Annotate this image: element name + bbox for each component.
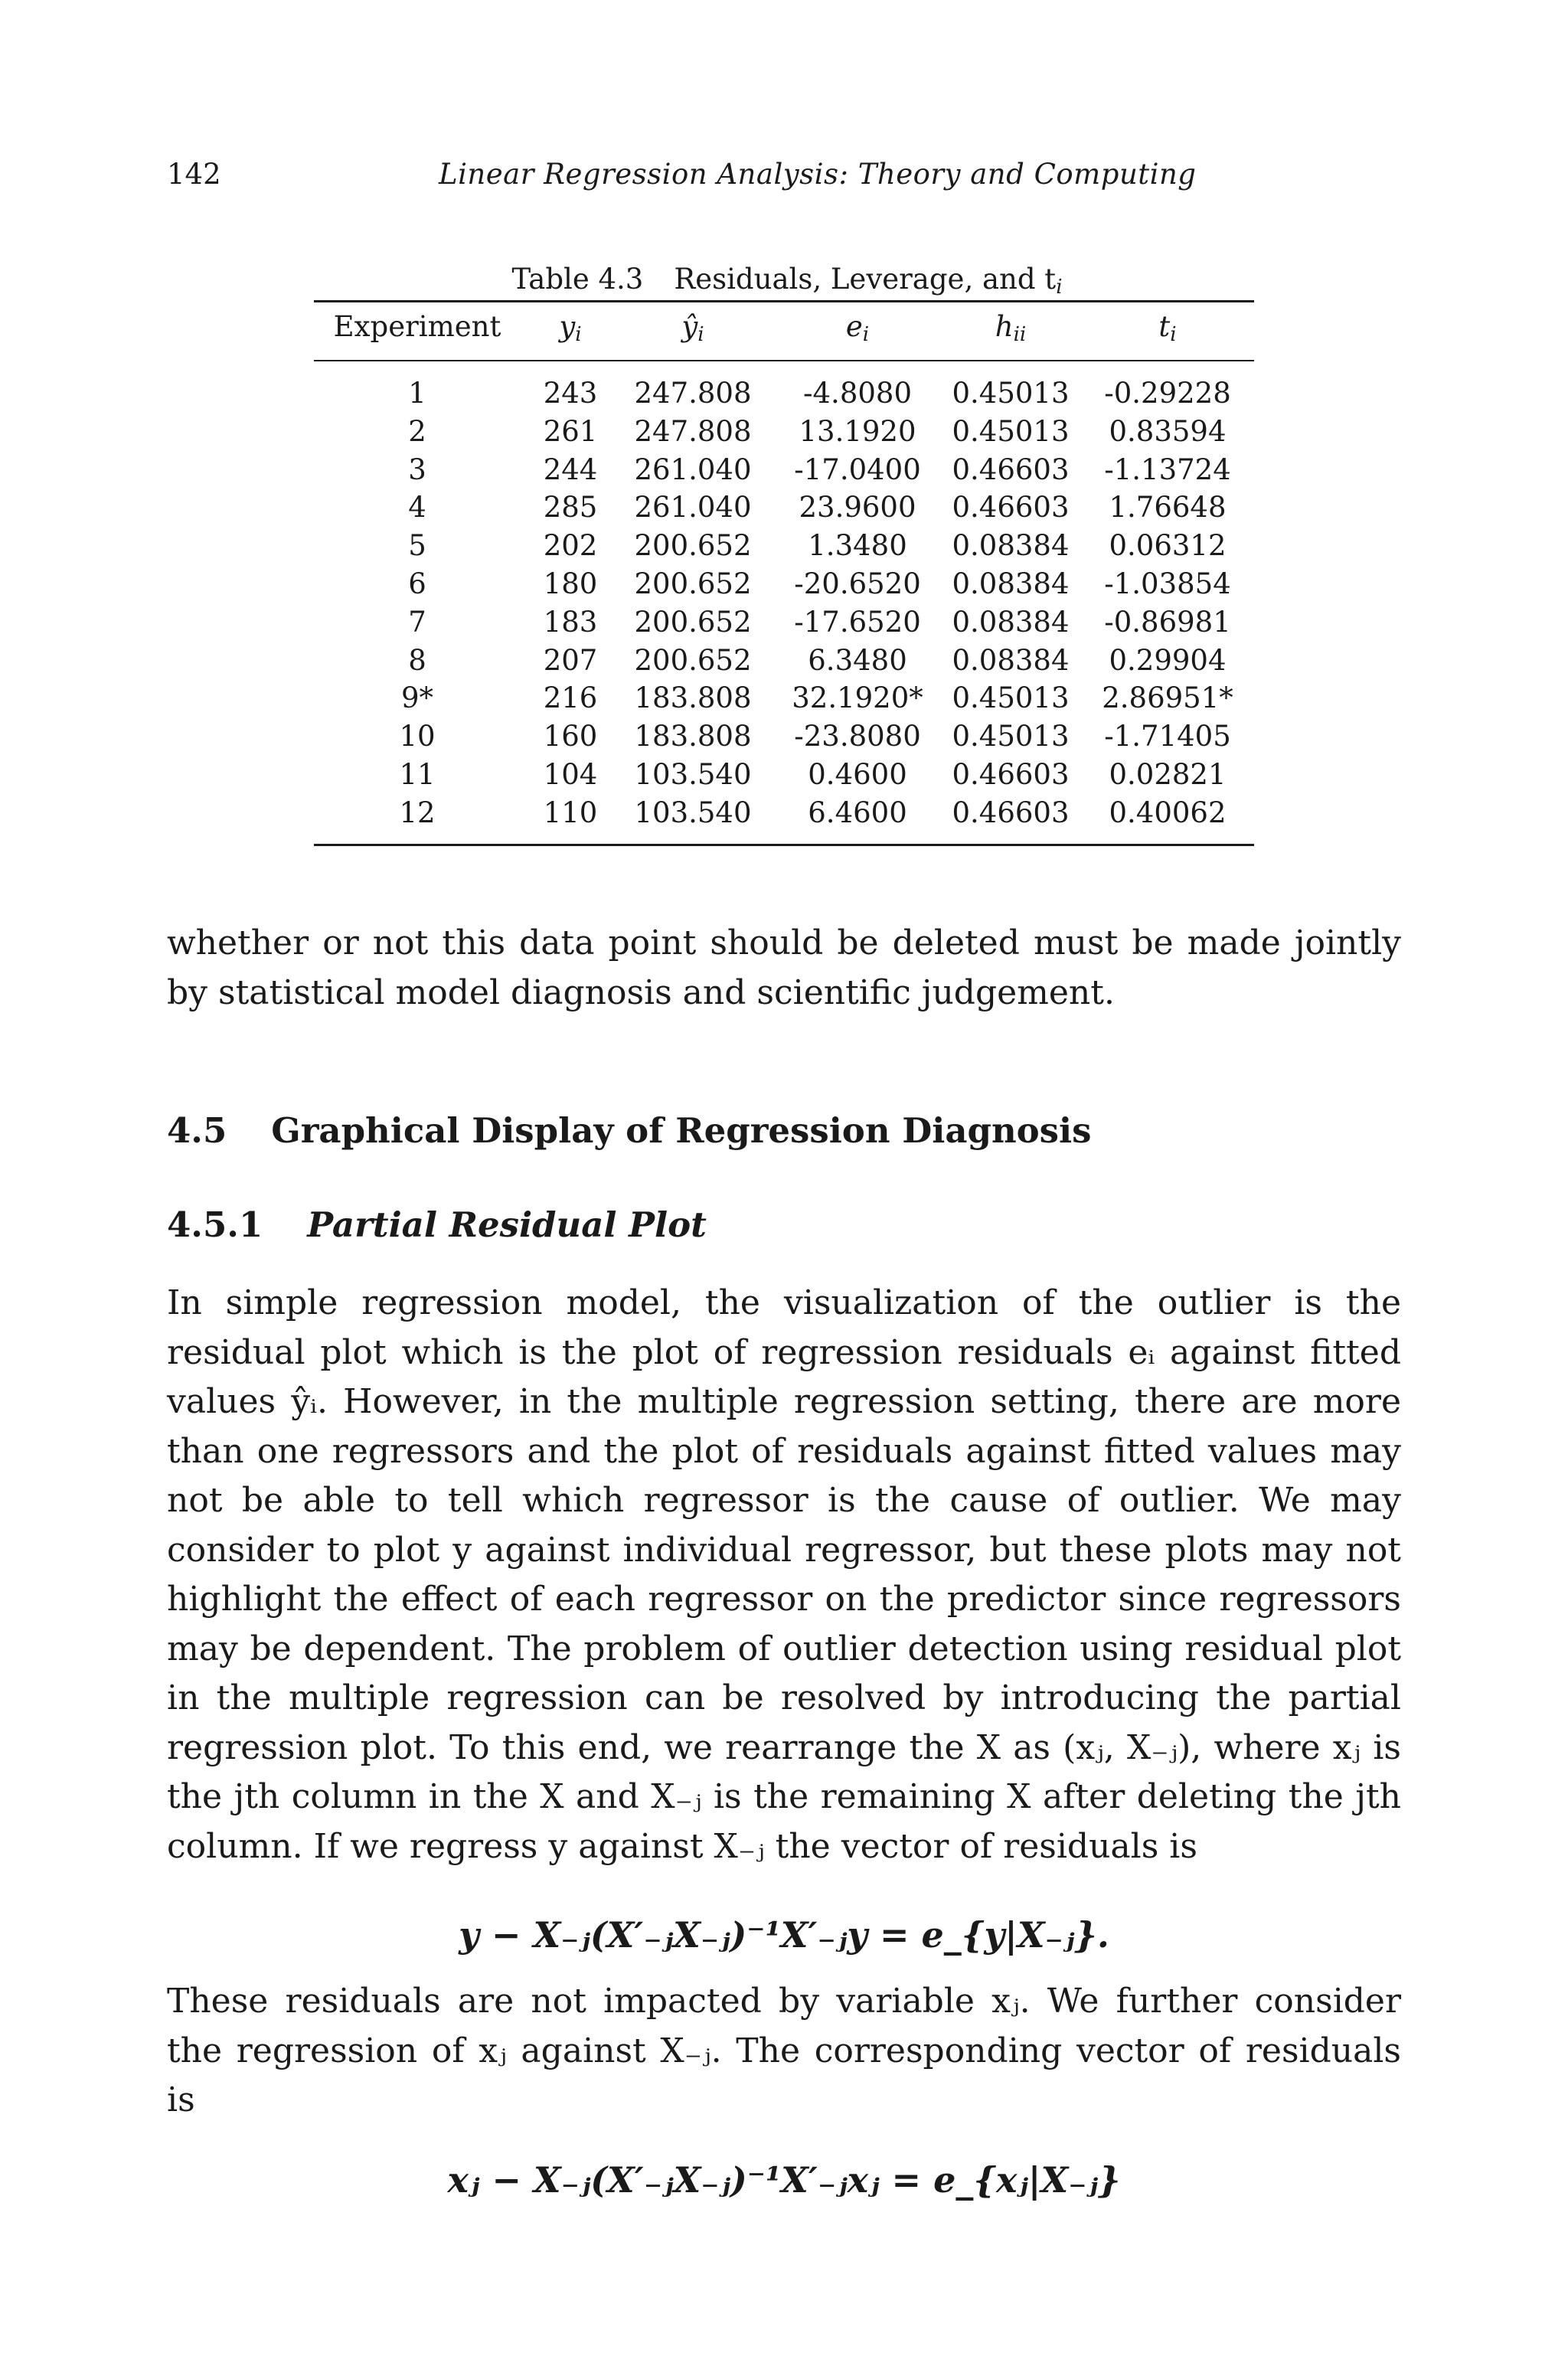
cell-h: 0.46603 <box>952 796 1070 829</box>
col-header-yhat-symbol: ŷ <box>681 310 698 343</box>
cell-experiment: 12 <box>399 796 436 829</box>
table-row <box>0 606 1568 644</box>
table-row <box>0 681 1568 720</box>
cell-experiment: 7 <box>408 605 426 639</box>
cell-y: 207 <box>543 643 598 677</box>
cell-e: -4.8080 <box>803 377 912 410</box>
cell-t: 0.40062 <box>1109 796 1227 829</box>
cell-y: 285 <box>543 491 598 525</box>
page-number: 142 <box>167 158 221 191</box>
cell-e: -23.8080 <box>794 720 921 753</box>
col-header-t-symbol: t <box>1158 310 1171 343</box>
cell-e: -17.0400 <box>794 453 921 486</box>
cell-h: 0.08384 <box>952 605 1070 639</box>
section-title: Graphical Display of Regression Diagnosis <box>271 1110 1092 1151</box>
table-row <box>0 491 1568 529</box>
table-row <box>0 796 1568 835</box>
table-top-rule <box>314 300 1254 302</box>
cell-experiment: 3 <box>408 453 426 486</box>
cell-e: 0.4600 <box>808 757 907 791</box>
cell-e: 1.3480 <box>808 529 907 563</box>
col-header-yhat-sub: i <box>697 323 704 346</box>
table-row <box>0 720 1568 758</box>
cell-t: 0.02821 <box>1109 757 1227 791</box>
cell-y: 202 <box>543 529 598 563</box>
cell-h: 0.08384 <box>952 529 1070 563</box>
cell-y: 216 <box>543 681 598 715</box>
table-row <box>0 758 1568 796</box>
col-header-h <box>949 310 1072 346</box>
cell-yhat: 200.652 <box>634 605 752 639</box>
cell-e: 32.1920* <box>792 681 923 715</box>
cell-y: 261 <box>543 414 598 448</box>
equation-residual-x: xⱼ − X₋ⱼ(X′₋ⱼX₋ⱼ)⁻¹X′₋ⱼxⱼ = e_{xⱼ|X₋ⱼ} <box>447 2159 1121 2201</box>
cell-yhat: 103.540 <box>634 757 752 791</box>
paragraph-partial-residual: In simple regression model, the visualization of the outlier is the residual plot which is the plot of regression residuals eᵢ against fitted values ŷᵢ. However, in the multiple regression setting, there are more than one regressors and the plot of residuals against fitted values may not be able to tell which regressor is the cause of outlier. We may consider to plot y against individual regressor, but these plots may not highlight the effect of each regressor on the predictor since regressors may be dependent. The problem of outlier detection using residual plot in the multiple regression can be resolved by introducing the partial regression plot. To this end, we rearrange the X as (xⱼ, X₋ⱼ), where xⱼ is the jth column in the X and X₋ⱼ is the remaining X after deleting the jth column. If we regress y against X₋ⱼ the vector of residuals is <box>167 1283 1401 1866</box>
cell-yhat: 200.652 <box>634 567 752 600</box>
table-body <box>0 377 1568 835</box>
cell-t: -0.86981 <box>1104 605 1231 639</box>
cell-e: 23.9600 <box>799 491 916 525</box>
table-row <box>0 415 1568 453</box>
cell-experiment: 4 <box>408 491 426 525</box>
cell-experiment: 9* <box>400 681 434 715</box>
cell-experiment: 8 <box>408 643 426 677</box>
col-header-y-symbol: y <box>559 310 576 343</box>
cell-experiment: 5 <box>408 529 426 563</box>
table-row <box>0 644 1568 682</box>
cell-y: 180 <box>543 567 598 600</box>
table-row <box>0 453 1568 492</box>
cell-t: 0.83594 <box>1109 414 1227 448</box>
cell-t: -0.29228 <box>1104 377 1231 410</box>
table-caption-sub: i <box>1056 276 1063 299</box>
cell-experiment: 2 <box>408 414 426 448</box>
table-caption-title: Residuals, Leverage, and t <box>674 263 1057 296</box>
paragraph-continuation: whether or not this data point should be deleted must be made jointly by statistical model diagnosis and scientific judgement. <box>167 923 1401 1012</box>
cell-e: -20.6520 <box>794 567 921 600</box>
col-header-y <box>536 310 605 346</box>
col-header-t-sub: i <box>1170 323 1177 346</box>
cell-h: 0.08384 <box>952 643 1070 677</box>
section-heading <box>167 1110 1091 1151</box>
cell-h: 0.45013 <box>952 414 1070 448</box>
subsection-heading <box>167 1204 707 1245</box>
col-header-e <box>781 310 934 346</box>
cell-h: 0.46603 <box>952 453 1070 486</box>
cell-experiment: 6 <box>408 567 426 600</box>
col-header-h-sub: ii <box>1013 323 1027 346</box>
cell-y: 243 <box>543 377 598 410</box>
cell-t: 1.76648 <box>1109 491 1227 525</box>
cell-t: 0.29904 <box>1109 643 1227 677</box>
subsection-number: 4.5.1 <box>167 1204 263 1245</box>
col-header-e-sub: i <box>862 323 870 346</box>
cell-experiment: 10 <box>399 720 436 753</box>
cell-h: 0.45013 <box>952 720 1070 753</box>
cell-t: 0.06312 <box>1109 529 1227 563</box>
cell-experiment: 11 <box>399 757 436 791</box>
cell-t: -1.03854 <box>1104 567 1231 600</box>
col-header-e-symbol: e <box>845 310 863 343</box>
cell-yhat: 261.040 <box>634 491 752 525</box>
cell-yhat: 247.808 <box>634 377 752 410</box>
cell-yhat: 183.808 <box>634 720 752 753</box>
cell-e: 6.4600 <box>808 796 907 829</box>
cell-y: 244 <box>543 453 598 486</box>
table-header-rule <box>314 360 1254 361</box>
equation-residual-y: y − X₋ⱼ(X′₋ⱼX₋ⱼ)⁻¹X′₋ⱼy = e_{y|X₋ⱼ}. <box>459 1914 1109 1956</box>
cell-h: 0.46603 <box>952 491 1070 525</box>
cell-e: 13.1920 <box>799 414 916 448</box>
col-header-t <box>1087 310 1248 346</box>
cell-y: 104 <box>543 757 598 791</box>
cell-y: 110 <box>543 796 598 829</box>
paragraph-residual-x: These residuals are not impacted by variable xⱼ. We further consider the regression of xⱼ against X₋ⱼ. The corresponding vector of residuals is <box>167 1982 1401 2119</box>
table-row <box>0 567 1568 606</box>
running-head <box>167 158 1401 196</box>
subsection-title: Partial Residual Plot <box>307 1204 707 1245</box>
cell-yhat: 247.808 <box>634 414 752 448</box>
cell-experiment: 1 <box>408 377 426 410</box>
cell-y: 160 <box>543 720 598 753</box>
cell-yhat: 103.540 <box>634 796 752 829</box>
cell-yhat: 200.652 <box>634 643 752 677</box>
running-title: Linear Regression Analysis: Theory and Computing <box>439 158 1197 191</box>
table-bottom-rule <box>314 844 1254 846</box>
cell-h: 0.45013 <box>952 377 1070 410</box>
cell-e: -17.6520 <box>794 605 921 639</box>
col-header-experiment: Experiment <box>333 310 501 343</box>
cell-h: 0.45013 <box>952 681 1070 715</box>
col-header-y-sub: i <box>575 323 582 346</box>
table-row <box>0 529 1568 567</box>
table-row <box>0 377 1568 415</box>
cell-h: 0.08384 <box>952 567 1070 600</box>
table-caption-label: Table 4.3 <box>511 263 644 296</box>
cell-h: 0.46603 <box>952 757 1070 791</box>
cell-yhat: 200.652 <box>634 529 752 563</box>
table-caption <box>315 263 1259 299</box>
col-header-yhat <box>624 310 762 346</box>
cell-yhat: 261.040 <box>634 453 752 486</box>
cell-e: 6.3480 <box>808 643 907 677</box>
cell-y: 183 <box>543 605 598 639</box>
cell-t: -1.13724 <box>1104 453 1231 486</box>
cell-t: 2.86951* <box>1102 681 1233 715</box>
col-header-h-symbol: h <box>995 310 1014 343</box>
cell-t: -1.71405 <box>1104 720 1231 753</box>
cell-yhat: 183.808 <box>634 681 752 715</box>
section-number: 4.5 <box>167 1110 227 1151</box>
